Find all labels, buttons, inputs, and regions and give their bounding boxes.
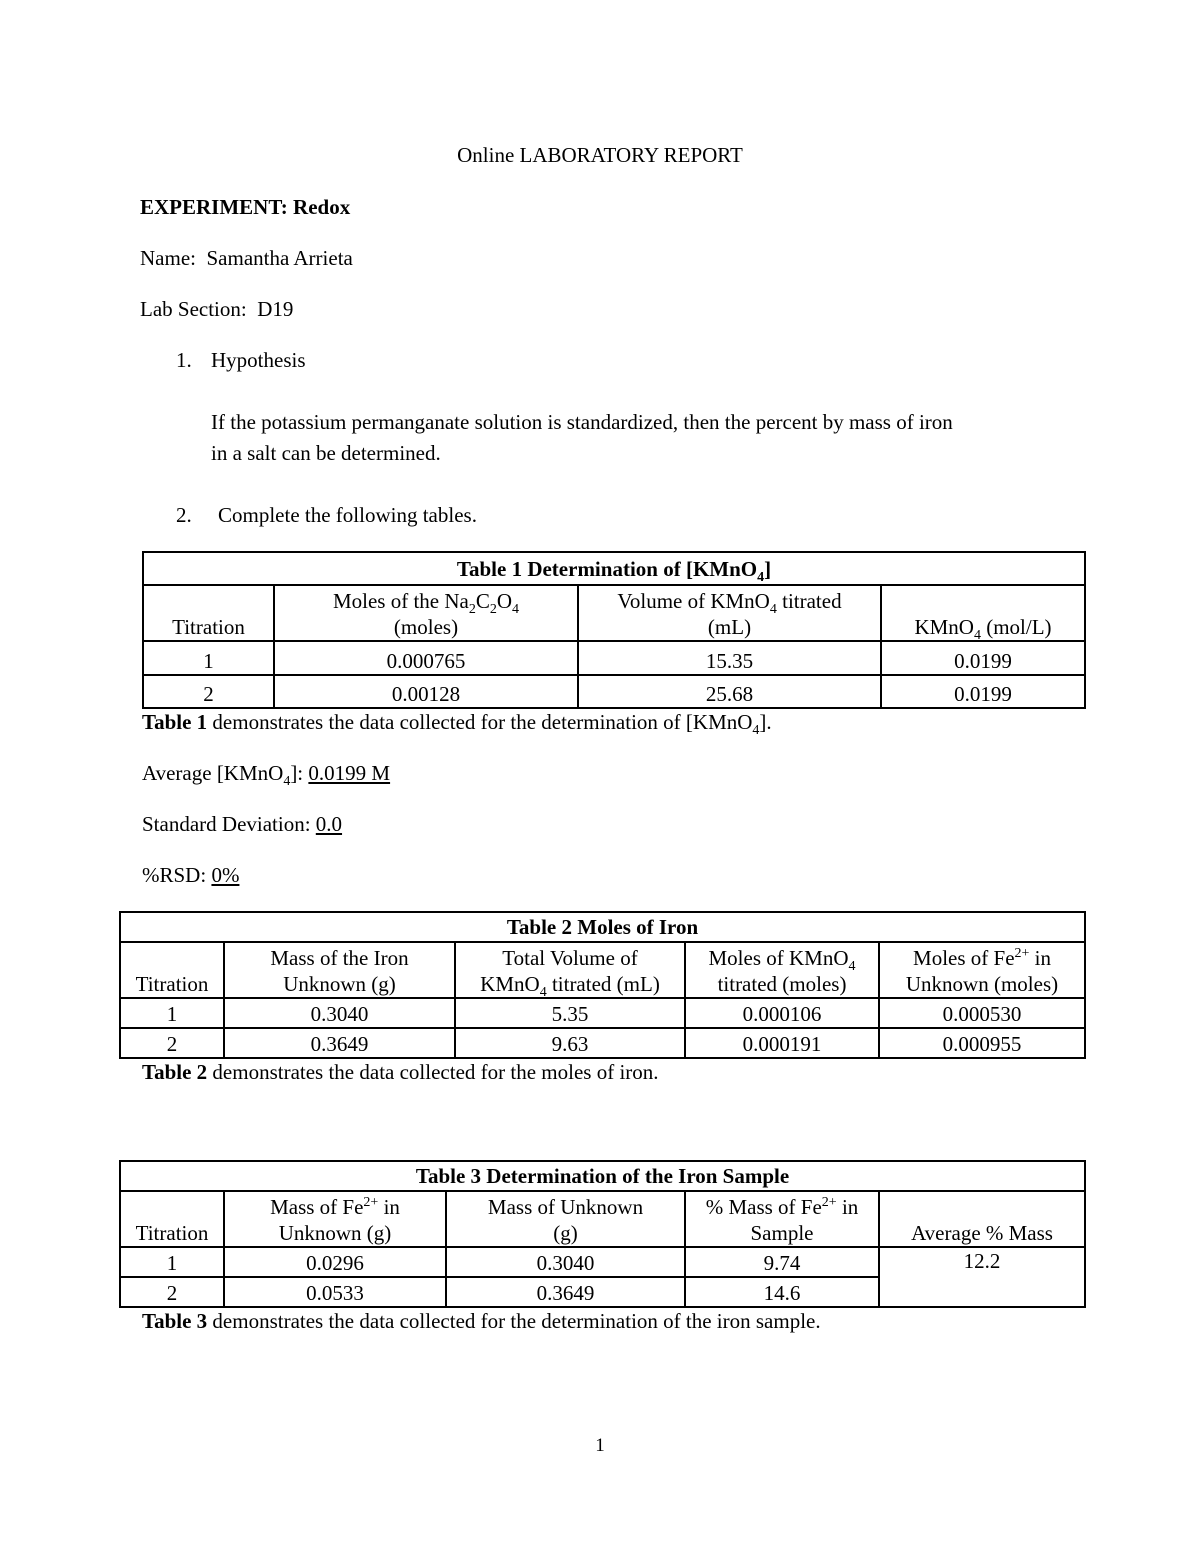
average-line: Average [KMnO$_4$]: 0.0199 M	[142, 761, 391, 790]
lab-section-label: Lab Section:	[140, 297, 247, 321]
table1-caption: Table 1 Determination of [KMnO$_4$]	[143, 552, 1085, 585]
table1-cell-titration: 1	[143, 641, 274, 675]
table3-cell-average: 12.2	[879, 1247, 1085, 1307]
table1-cell-moles: 0.000765	[274, 641, 578, 675]
table3	[119, 1160, 1086, 1308]
table3-header-titration: Titration	[120, 1191, 224, 1247]
table2	[119, 911, 1086, 1059]
table2-cell-volume: 5.35	[455, 998, 685, 1028]
table2-header-mass: Mass of the Iron Unknown (g)	[224, 942, 455, 998]
table1-header-volume: Volume of KMnO$_4$ titrated (mL)	[578, 585, 881, 641]
table2-cell-moles-kmno4: 0.000191	[685, 1028, 879, 1058]
table1-cell-conc: 0.0199	[881, 675, 1085, 708]
table1-caption-row	[143, 552, 1085, 585]
section2-heading: Complete the following tables.	[218, 503, 477, 527]
table3-cell-pct: 9.74	[685, 1247, 879, 1277]
table2-caption: Table 2 Moles of Iron	[120, 912, 1085, 942]
table3-header-row	[120, 1191, 1085, 1247]
name-value: Samantha Arrieta	[206, 246, 353, 270]
table1-header-conc: KMnO$_4$ (mol/L)	[881, 585, 1085, 641]
table3-header-pct: % Mass of $Fe^{2+}$ in Sample	[685, 1191, 879, 1247]
table3-cell-mass-unknown: 0.3649	[446, 1277, 685, 1307]
table3-header-mass-fe: Mass of $Fe^{2+}$ in Unknown (g)	[224, 1191, 446, 1247]
average-value: 0.0199 M	[308, 761, 391, 785]
table3-cell-mass-unknown: 0.3040	[446, 1247, 685, 1277]
table1-header-titration: Titration	[143, 585, 274, 641]
table2-header-row	[120, 942, 1085, 998]
table1	[142, 551, 1086, 709]
table-row	[143, 675, 1085, 708]
table1-cell-conc: 0.0199	[881, 641, 1085, 675]
table2-cell-mass: 0.3649	[224, 1028, 455, 1058]
table3-note: Table 3 demonstrates the data collected for the determination of the iron sample.	[142, 1309, 821, 1333]
table1-note: Table 1 demonstrates the data collected for the determination of [KMnO$_4$].	[142, 710, 772, 739]
table1-cell-volume: 15.35	[578, 641, 881, 675]
experiment-label: EXPERIMENT:	[140, 195, 288, 219]
hypothesis-line1: If the potassium permanganate solution is standardized, then the percent by mass of iron	[211, 410, 953, 434]
table3-header-avg: Average % Mass	[879, 1191, 1085, 1247]
table3-caption: Table 3 Determination of the Iron Sample	[120, 1161, 1085, 1191]
table2-header-moles-fe: Moles of $Fe^{2+}$ in Unknown (moles)	[879, 942, 1085, 998]
std-dev-line: Standard Deviation: 0.0	[142, 812, 343, 836]
table3-cell-titration: 1	[120, 1247, 224, 1277]
table3-cell-mass-fe: 0.0533	[224, 1277, 446, 1307]
name-label: Name:	[140, 246, 196, 270]
std-dev-value: 0.0	[315, 812, 343, 836]
experiment-line	[140, 195, 350, 220]
table1-cell-titration: 2	[143, 675, 274, 708]
table3-cell-titration: 2	[120, 1277, 224, 1307]
table-row	[143, 641, 1085, 675]
section1-number: 1.	[176, 348, 192, 372]
table2-cell-mass: 0.3040	[224, 998, 455, 1028]
report-title: Online LABORATORY REPORT	[457, 143, 743, 167]
rsd-line: %RSD: 0%	[142, 863, 240, 887]
table2-cell-titration: 1	[120, 998, 224, 1028]
table2-header-volume: Total Volume of KMnO$_4$ titrated (mL)	[455, 942, 685, 998]
table1-header-moles: Moles of the $Na_2C_2O_4$ (moles)	[274, 585, 578, 641]
section1-heading: Hypothesis	[211, 348, 306, 372]
table1-cell-moles: 0.00128	[274, 675, 578, 708]
table3-caption-row	[120, 1161, 1085, 1191]
lab-section-value: D19	[257, 297, 294, 321]
experiment-value: Redox	[293, 195, 351, 219]
table2-note: Table 2 demonstrates the data collected for the moles of iron.	[142, 1060, 659, 1084]
table1-header-row	[143, 585, 1085, 641]
table2-header-titration: Titration	[120, 942, 224, 998]
page-number: 1	[595, 1435, 605, 1456]
table2-cell-moles-fe: 0.000955	[879, 1028, 1085, 1058]
section2-number: 2.	[176, 503, 192, 527]
table3-cell-pct: 14.6	[685, 1277, 879, 1307]
table3-header-mass-unknown: Mass of Unknown (g)	[446, 1191, 685, 1247]
table3-cell-mass-fe: 0.0296	[224, 1247, 446, 1277]
hypothesis-line2: in a salt can be determined.	[211, 441, 441, 465]
table2-cell-titration: 2	[120, 1028, 224, 1058]
name-line	[140, 246, 353, 271]
table1-cell-volume: 25.68	[578, 675, 881, 708]
table-row	[120, 1247, 1085, 1277]
lab-section-line	[140, 297, 293, 322]
table2-caption-row	[120, 912, 1085, 942]
table-row	[120, 1028, 1085, 1058]
table2-cell-volume: 9.63	[455, 1028, 685, 1058]
table2-header-moles-kmno4: Moles of KMnO$_4$ titrated (moles)	[685, 942, 879, 998]
table-row	[120, 998, 1085, 1028]
rsd-value: 0%	[211, 863, 240, 887]
table2-cell-moles-kmno4: 0.000106	[685, 998, 879, 1028]
table2-cell-moles-fe: 0.000530	[879, 998, 1085, 1028]
